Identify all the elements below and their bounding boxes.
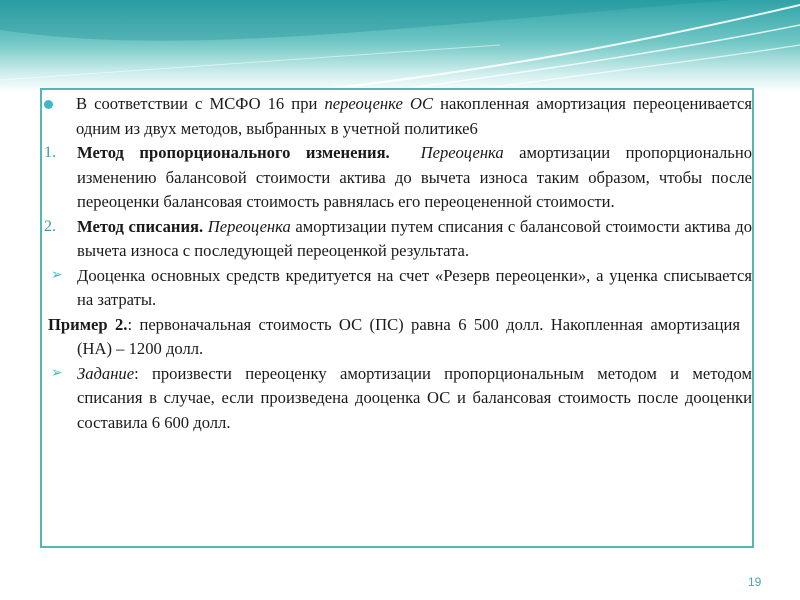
method-2-italic: Переоценка [207,216,291,236]
method-1-item [44,141,756,215]
intro-text: В соответствии с МСФО 16 при [76,94,325,113]
example-text: : первоначальная стоимость ОС (ПС) равна 6 500 долл. Накопленная амортизация (НА) – 1200 долл. [77,314,741,358]
list-number-1: 1. [44,144,56,161]
task-item [44,362,756,436]
example-paragraph [44,313,756,362]
example-title: Пример 2. [48,314,128,334]
arrow-bullet-icon: ➢ [51,267,63,283]
method-2-title: Метод списания. [77,216,204,236]
page-number: 19 [748,575,762,589]
note-text: Дооценка основных средств кредитуется на счет «Резерв переоценки», а уценка списывается на затраты. [77,265,752,309]
header-wave-decoration [0,0,800,92]
slide-body [44,92,756,435]
method-1-title: Метод пропорционального изменения. [77,143,390,162]
circle-bullet-icon [44,100,53,109]
method-1-italic: Переоценка [420,143,504,162]
method-2-item [44,215,756,264]
intro-italic: переоценке ОС [324,94,434,113]
method-1-text: амортизации пропорционально изменению балансовой стоимости актива до вычета износа таким образом, чтобы после переоценки балансовая стоимость равнялась его переоцененной стоимости. [77,143,753,211]
list-number-2: 2. [44,217,56,235]
method-2-text: амортизации путем списания с балансовой стоимости актива до вычета износа с последующей переоценкой результата. [77,216,753,260]
intro-paragraph [44,92,756,141]
header-band [0,0,800,92]
note-item [44,264,756,313]
task-italic: Задание [77,363,135,383]
arrow-bullet-icon: ➢ [51,365,63,381]
intro-text-end: накопленная амортизация переоценивается одним из двух методов, выбранных в учетной политике6 [76,94,752,138]
task-text: : произвести переоценку амортизации пропорциональным методом и методом списания в случае, если произведена дооценка ОС и балансовая стоимость после дооценки составила 6 600 долл. [77,363,752,432]
